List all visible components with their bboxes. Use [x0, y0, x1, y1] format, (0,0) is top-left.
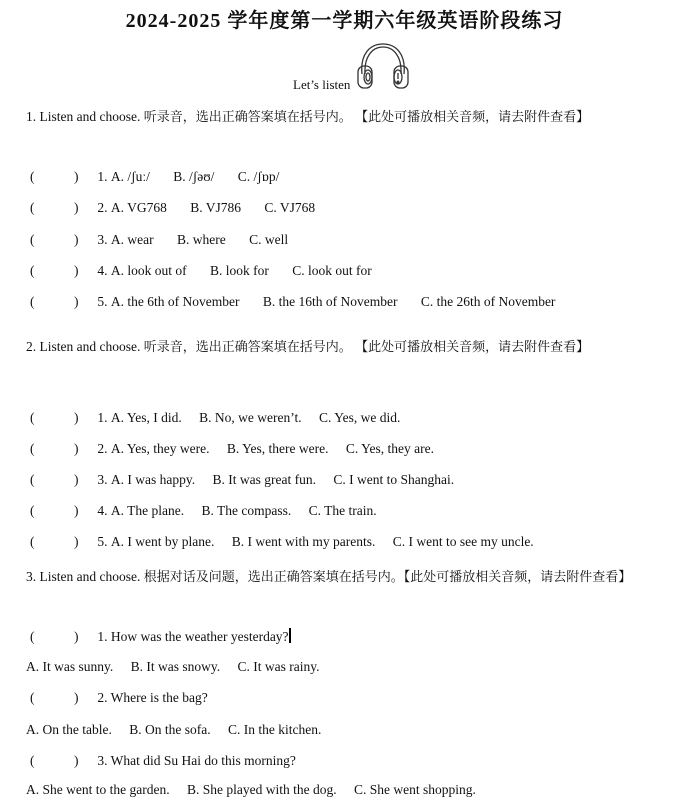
question-row — [30, 534, 554, 550]
answer-blank-close: ) — [74, 263, 79, 278]
question-number: 2. — [97, 200, 108, 215]
question-number: 1. — [97, 410, 108, 425]
option-b: B. VJ786 — [190, 200, 242, 215]
text-cursor — [289, 628, 291, 643]
answer-blank-open[interactable]: ( — [30, 441, 35, 456]
option-c: C. I went to see my uncle. — [392, 534, 534, 549]
answer-blank-open[interactable]: ( — [30, 503, 35, 518]
answer-blank-open[interactable]: ( — [30, 534, 35, 549]
options-row — [26, 782, 496, 798]
question-number: 2. — [97, 690, 108, 705]
question-number: 4. — [97, 503, 108, 518]
option-c: C. In the kitchen. — [227, 722, 322, 737]
section-3-heading — [26, 566, 631, 585]
option-a: A. I went by plane. — [110, 534, 215, 549]
option-a: A. It was sunny. — [26, 659, 114, 674]
option-a: A. VG768 — [110, 200, 167, 215]
answer-blank-close: ) — [74, 294, 79, 309]
option-c: C. look out for — [292, 263, 372, 278]
question-number: 2. — [97, 441, 108, 456]
option-c: C. /ʃɒp/ — [237, 169, 280, 184]
question-number: 1. — [97, 629, 108, 644]
option-a: A. /ʃuː/ — [110, 169, 150, 184]
answer-blank-open[interactable]: ( — [30, 410, 35, 425]
option-c: C. The train. — [308, 503, 377, 518]
option-a: A. On the table. — [26, 722, 112, 737]
question-number: 4. — [97, 263, 108, 278]
options-row — [26, 659, 339, 675]
section-instruction: 根据对话及问题，选出正确答案填在括号内。 — [143, 570, 404, 585]
option-c: C. VJ768 — [264, 200, 316, 215]
question-number: 5. — [97, 294, 108, 309]
option-a: A. wear — [110, 232, 154, 247]
question-row — [30, 263, 392, 279]
option-c: C. Yes, they are. — [345, 441, 434, 456]
answer-blank-close: ) — [74, 503, 79, 518]
answer-blank-open[interactable]: ( — [30, 169, 35, 184]
option-a: A. I was happy. — [110, 472, 196, 487]
answer-blank-close: ) — [74, 629, 79, 644]
option-b: B. It was great fun. — [212, 472, 316, 487]
question-row — [30, 753, 296, 769]
option-a: A. the 6th of November — [110, 294, 240, 309]
question-text: How was the weather yesterday? — [110, 629, 289, 644]
option-a: A. Yes, they were. — [110, 441, 210, 456]
answer-blank-close: ) — [74, 534, 79, 549]
answer-blank-close: ) — [74, 200, 79, 215]
option-a: A. She went to the garden. — [26, 782, 170, 797]
option-b: B. /ʃəʊ/ — [173, 169, 215, 184]
option-b: B. Yes, there were. — [226, 441, 329, 456]
option-a: A. The plane. — [110, 503, 185, 518]
document-title: 2024-2025 学年度第一学期六年级英语阶段练习 — [125, 10, 564, 32]
option-b: B. On the sofa. — [129, 722, 211, 737]
answer-blank-open[interactable]: ( — [30, 472, 35, 487]
question-row — [30, 200, 335, 216]
answer-blank-open[interactable]: ( — [30, 690, 35, 705]
answer-blank-open[interactable]: ( — [30, 753, 35, 768]
option-a: A. Yes, I did. — [110, 410, 182, 425]
option-b: B. where — [176, 232, 226, 247]
question-row — [30, 441, 454, 457]
question-row — [30, 169, 299, 185]
audio-note: 【此处可播放相关音频，请去附件查看】 — [403, 570, 632, 585]
option-b: B. look for — [210, 263, 269, 278]
option-c: C. Yes, we did. — [319, 410, 401, 425]
option-b: B. The compass. — [201, 503, 292, 518]
question-text: What did Su Hai do this morning? — [110, 753, 296, 768]
section-heading-text: 1. Listen and choose. — [26, 109, 141, 124]
question-number: 1. — [97, 169, 108, 184]
question-row — [30, 628, 291, 645]
section-heading-text: 2. Listen and choose. — [26, 339, 141, 354]
question-number: 3. — [97, 472, 108, 487]
option-c: C. well — [249, 232, 289, 247]
question-row — [30, 503, 397, 519]
options-row — [26, 722, 341, 738]
option-c: C. It was rainy. — [237, 659, 320, 674]
answer-blank-open[interactable]: ( — [30, 232, 35, 247]
question-number: 3. — [97, 232, 108, 247]
option-b: B. I went with my parents. — [231, 534, 376, 549]
answer-blank-close: ) — [74, 232, 79, 247]
question-row — [30, 690, 208, 706]
option-c: C. She went shopping. — [353, 782, 476, 797]
option-b: B. the 16th of November — [262, 294, 398, 309]
headphones-icon — [356, 42, 410, 92]
section-1-heading — [26, 106, 589, 125]
question-row — [30, 472, 474, 488]
answer-blank-close: ) — [74, 169, 79, 184]
option-c: C. the 26th of November — [420, 294, 556, 309]
answer-blank-close: ) — [74, 753, 79, 768]
lets-listen-label: Let’s listen — [293, 77, 351, 92]
question-number: 5. — [97, 534, 108, 549]
answer-blank-close: ) — [74, 410, 79, 425]
question-row — [30, 232, 308, 248]
audio-note: 【此处可播放相关音频，请去附件查看】 — [355, 110, 590, 125]
option-b: B. No, we weren’t. — [199, 410, 302, 425]
option-a: A. look out of — [110, 263, 187, 278]
answer-blank-open[interactable]: ( — [30, 294, 35, 309]
answer-blank-open[interactable]: ( — [30, 263, 35, 278]
question-number: 3. — [97, 753, 108, 768]
section-instruction: 听录音，选出正确答案填在括号内。 — [143, 110, 352, 125]
section-heading-text: 3. Listen and choose. — [26, 569, 141, 584]
option-c: C. I went to Shanghai. — [333, 472, 455, 487]
answer-blank-close: ) — [74, 441, 79, 456]
answer-blank-open[interactable]: ( — [30, 629, 35, 644]
question-text: Where is the bag? — [110, 690, 208, 705]
option-b: B. She played with the dog. — [186, 782, 337, 797]
section-instruction: 听录音，选出正确答案填在括号内。 — [143, 340, 352, 355]
question-row — [30, 410, 420, 426]
audio-note: 【此处可播放相关音频，请去附件查看】 — [355, 340, 590, 355]
answer-blank-open[interactable]: ( — [30, 200, 35, 215]
question-row — [30, 294, 575, 310]
answer-blank-close: ) — [74, 472, 79, 487]
section-2-heading — [26, 336, 589, 355]
answer-blank-close: ) — [74, 690, 79, 705]
option-b: B. It was snowy. — [130, 659, 221, 674]
